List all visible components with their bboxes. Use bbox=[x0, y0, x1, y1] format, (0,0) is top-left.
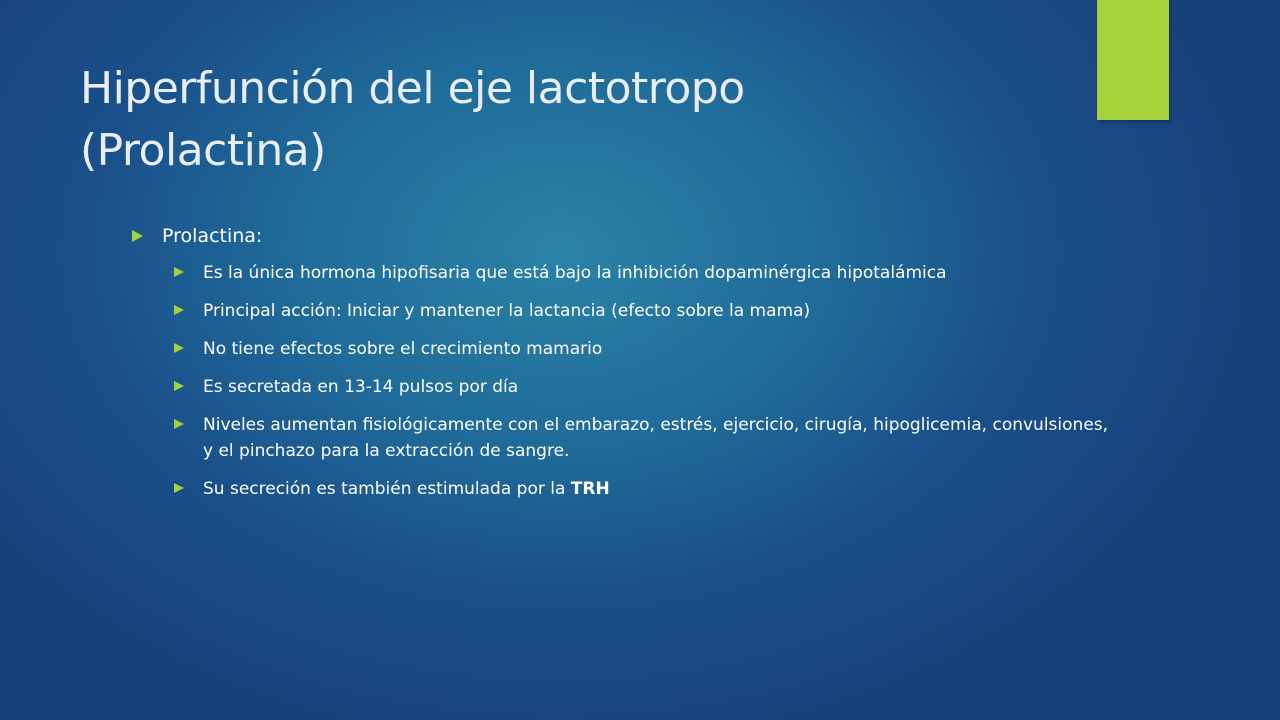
bullet-prolactina bbox=[132, 222, 1122, 250]
bullet-arrow-icon bbox=[174, 419, 184, 429]
sub-bullet-text: Principal acción: Iniciar y mantener la lactancia (efecto sobre la mama) bbox=[203, 301, 811, 321]
sub-bullet-text: No tiene efectos sobre el crecimiento mamario bbox=[203, 339, 603, 359]
bullet-arrow-icon bbox=[132, 230, 143, 242]
sub-bullet-4 bbox=[174, 374, 1122, 400]
sub-bullet-text: Niveles aumentan fisiológicamente con el embarazo, estrés, ejercicio, cirugía, hipoglicemia, convulsiones, y el pinchazo para la extracción de sangre. bbox=[203, 415, 1109, 461]
slide-content bbox=[132, 222, 1122, 514]
bullet-arrow-icon bbox=[174, 483, 184, 493]
sub-bullet-5 bbox=[174, 412, 1122, 464]
trh-emphasis: TRH bbox=[570, 479, 610, 499]
bullet-arrow-icon bbox=[174, 343, 184, 353]
sub-bullet-text: Es la única hormona hipofisaria que está bajo la inhibición dopaminérgica hipotalámica bbox=[203, 263, 947, 283]
sub-bullet-text: Su secreción es también estimulada por la bbox=[203, 479, 571, 499]
bullet-arrow-icon bbox=[174, 305, 184, 315]
slide-title bbox=[80, 58, 1060, 182]
sub-bullet-1 bbox=[174, 260, 1122, 286]
accent-bar bbox=[1097, 0, 1169, 120]
bullet-arrow-icon bbox=[174, 381, 184, 391]
title-line-2: (Prolactina) bbox=[80, 125, 326, 176]
title-line-1: Hiperfunción del eje lactotropo bbox=[80, 63, 745, 114]
bullet-arrow-icon bbox=[174, 267, 184, 277]
sub-bullet-2 bbox=[174, 298, 1122, 324]
sub-bullet-6 bbox=[174, 476, 1122, 502]
sub-bullet-3 bbox=[174, 336, 1122, 362]
bullet-text: Prolactina: bbox=[162, 225, 263, 247]
sub-bullet-text: Es secretada en 13-14 pulsos por día bbox=[203, 377, 519, 397]
